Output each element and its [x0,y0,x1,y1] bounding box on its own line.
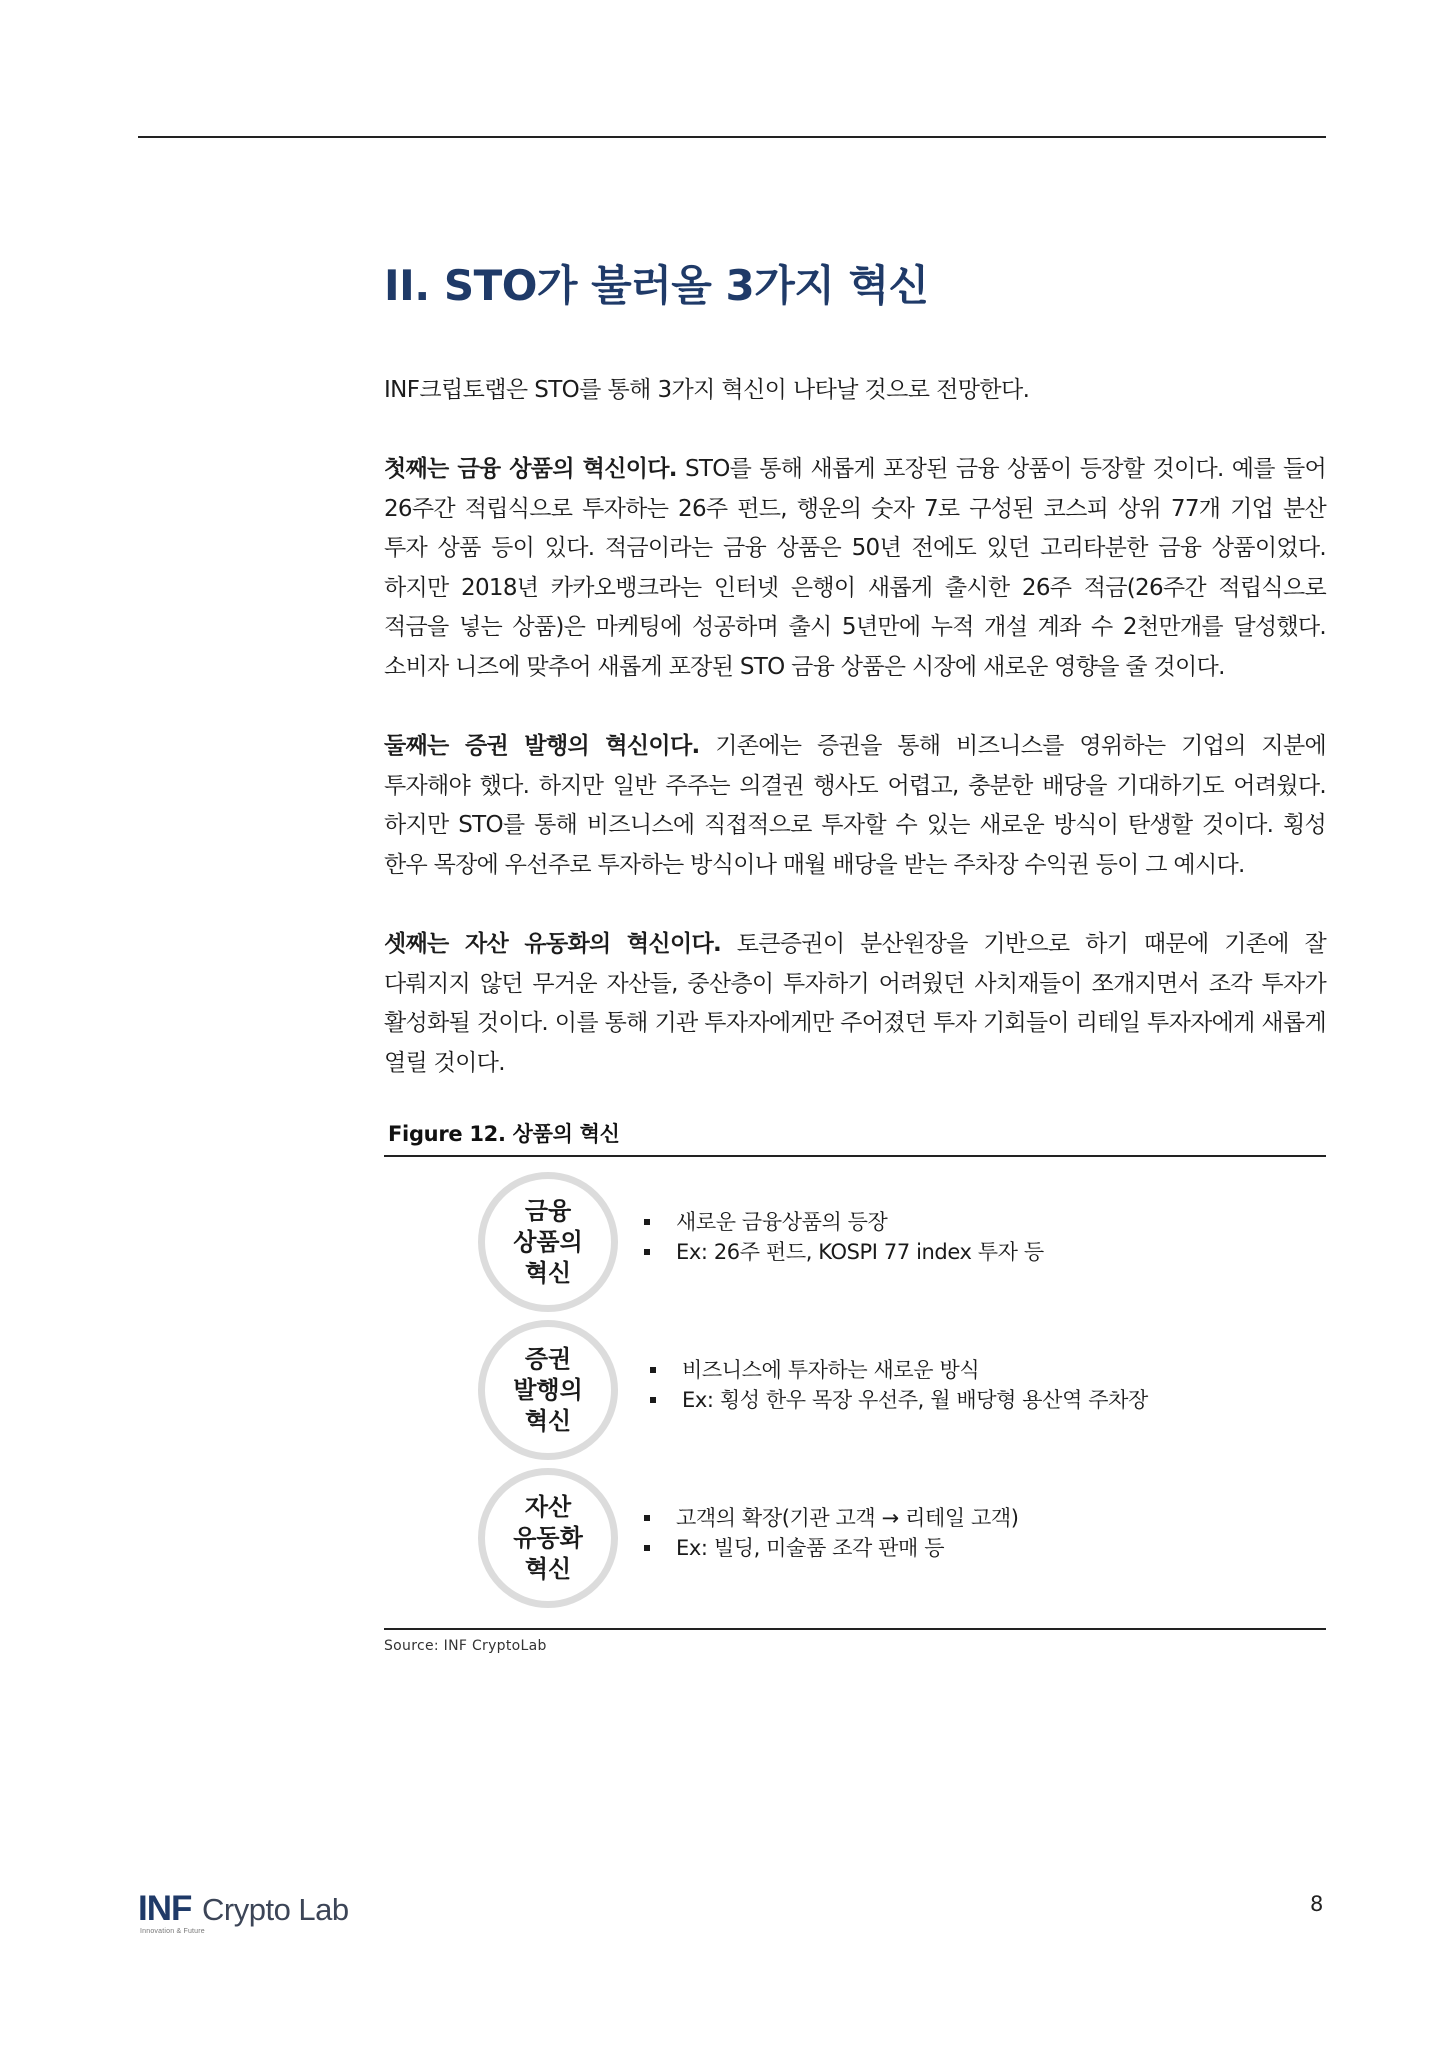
logo-secondary-text: Crypto Lab [202,1892,349,1927]
bullet-item [644,1237,1044,1267]
bullet-item [644,1207,1044,1237]
figure-source: Source: INF CryptoLab [384,1638,547,1654]
bullet-item [650,1355,1148,1385]
figure-circle [478,1468,618,1608]
logo-primary-text: INF [138,1889,192,1928]
figure-circle [478,1172,618,1312]
paragraph-financial-product [384,450,1326,687]
square-bullet-icon [644,1219,650,1225]
figure-top-rule [384,1155,1326,1157]
figure-row-financial-product [478,1172,1278,1312]
intro-paragraph: INF크립토랩은 STO를 통해 3가지 혁신이 나타날 것으로 전망한다. [384,377,1030,403]
inf-cryptolab-logo [138,1890,378,1940]
bullet-list [650,1355,1148,1415]
header-rule [138,136,1326,138]
figure-caption: Figure 12. 상품의 혁신 [388,1122,620,1146]
bullet-item [650,1385,1148,1415]
page-number: 8 [1310,1892,1324,1916]
paragraph-lead: 첫째는 금융 상품의 혁신이다. [384,456,677,482]
figure-circle [478,1320,618,1460]
square-bullet-icon [644,1515,650,1521]
square-bullet-icon [650,1397,656,1403]
main-content [384,256,1326,1083]
circle-label: 금융 상품의 혁신 [513,1196,583,1287]
bullet-text: 새로운 금융상품의 등장 [676,1210,888,1234]
circle-label: 자산 유동화 혁신 [513,1492,583,1583]
bullet-text: 고객의 확장(기관 고객 → 리테일 고객) [676,1506,1019,1530]
square-bullet-icon [644,1545,650,1551]
bullet-item [644,1503,1019,1533]
paragraph-asset-securitization [384,925,1326,1083]
square-bullet-icon [650,1367,656,1373]
figure-row-securities-issuance [478,1320,1278,1460]
circle-label: 증권 발행의 혁신 [513,1344,583,1435]
bullet-list [644,1207,1044,1267]
paragraph-body: 기존에는 증권을 통해 비즈니스를 영위하는 기업의 지분에 투자해야 했다. 하지만 일반 주주는 의결권 행사도 어렵고, 충분한 배당을 기대하기도 어려웠다. 하지만 STO를 통해 비즈니스에 직접적으로 투자할 수 있는 새로운 방식이 탄생할 것이다. 횡성 한우 목장에 우선주로 투자하는 방식이나 매월 배당을 받는 주차장 수익권 등이 그 예시다. [384,733,1326,878]
square-bullet-icon [644,1249,650,1255]
bullet-text: Ex: 횡성 한우 목장 우선주, 월 배당형 용산역 주차장 [682,1388,1148,1412]
section-title: II. STO가 불러올 3가지 혁신 [384,261,929,310]
figure-bottom-rule [384,1628,1326,1630]
paragraph-securities-issuance [384,727,1326,885]
logo-tagline: Innovation & Future [140,1928,205,1935]
figure-row-asset-securitization [478,1468,1278,1608]
paragraph-lead: 둘째는 증권 발행의 혁신이다. [384,733,700,759]
bullet-text: Ex: 빌딩, 미술품 조각 판매 등 [676,1536,945,1560]
bullet-list [644,1503,1019,1563]
bullet-text: 비즈니스에 투자하는 새로운 방식 [682,1358,980,1382]
bullet-text: Ex: 26주 펀드, KOSPI 77 index 투자 등 [676,1240,1044,1264]
paragraph-body: 토큰증권이 분산원장을 기반으로 하기 때문에 기존에 잘 다뤄지지 않던 무거운 자산들, 중산층이 투자하기 어려웠던 사치재들이 쪼개지면서 조각 투자가 활성화될 것이다. 이를 통해 기관 투자자에게만 주어졌던 투자 기회들이 리테일 투자자에게 새롭게 열릴 것이다. [384,931,1326,1076]
bullet-item [644,1533,1019,1563]
paragraph-lead: 셋째는 자산 유동화의 혁신이다. [384,931,722,957]
paragraph-body: STO를 통해 새롭게 포장된 금융 상품이 등장할 것이다. 예를 들어 26주간 적립식으로 투자하는 26주 펀드, 행운의 숫자 7로 구성된 코스피 상위 77개 기업 분산 투자 상품 등이 있다. 적금이라는 금융 상품은 50년 전에도 있던 고리타분한 금융 상품이었다. 하지만 2018년 카카오뱅크라는 인터넷 은행이 새롭게 출시한 26주 적금(26주간 적립식으로 적금을 넣는 상품)은 마케팅에 성공하며 출시 5년만에 누적 개설 계좌 수 2천만개를 달성했다. 소비자 니즈에 맞추어 새롭게 포장된 STO 금융 상품은 시장에 새로운 영향을 줄 것이다. [384,456,1326,680]
